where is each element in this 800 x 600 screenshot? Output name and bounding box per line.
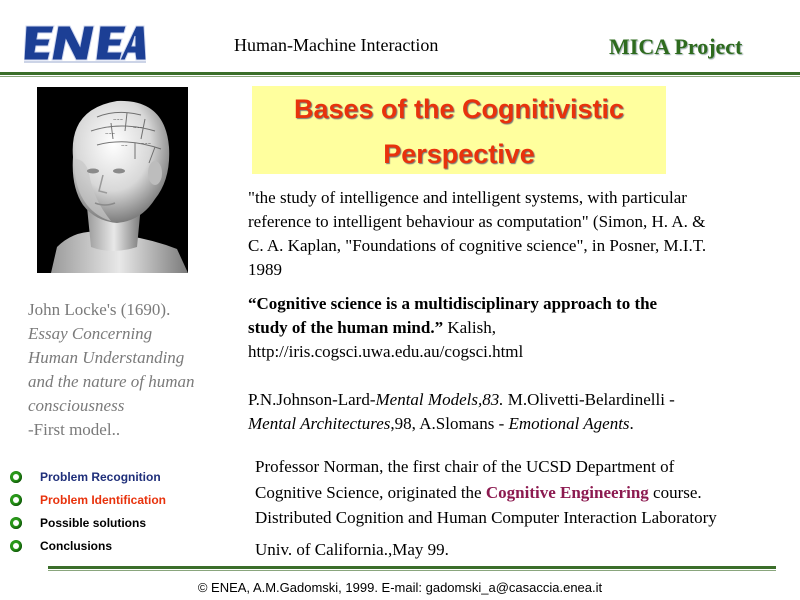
simon-quote <box>248 186 796 282</box>
footer-divider <box>48 566 776 569</box>
references <box>248 388 788 436</box>
enea-logo <box>24 22 146 64</box>
section-nav <box>10 465 166 557</box>
quote-line: C. A. Kaplan, "Foundations of cognitive science", in Posner, M.I.T. <box>248 236 707 255</box>
cognitive-science-definition <box>248 292 768 364</box>
paragraph-line: Professor Norman, the first chair of the UCSD Department of <box>255 457 675 476</box>
definition-author: Kalish, <box>443 318 496 337</box>
footer-divider-thin <box>48 570 776 571</box>
svg-text:~~~: ~~~ <box>133 125 144 130</box>
quote-line: reference to intelligent behaviour as computation" (Simon, H. A. & <box>248 212 706 231</box>
caption-line: John Locke's (1690). <box>28 300 171 319</box>
definition-line: “Cognitive science is a multidisciplinary approach to the <box>248 294 658 313</box>
norman-paragraph <box>255 454 800 562</box>
svg-text:~~~: ~~~ <box>113 117 124 122</box>
bullet-icon <box>10 517 22 529</box>
image-caption <box>28 298 238 442</box>
paragraph-line: Cognitive Science, originated the <box>255 482 486 502</box>
nav-item-problem-recognition[interactable] <box>10 465 166 488</box>
quote-line: "the study of intelligence and intelligent systems, with particular <box>248 188 687 207</box>
svg-text:~~~: ~~~ <box>141 141 152 146</box>
quote-line: 1989 <box>248 260 282 279</box>
cognitive-engineering-highlight: Cognitive Engineering <box>485 482 649 502</box>
ref-title: Mental Architectures <box>248 414 391 433</box>
definition-line: study of the human mind.” <box>248 318 444 337</box>
footer-copyright: © ENEA, A.M.Gadomski, 1999. E-mail: gadomski_a@casaccia.enea.it <box>197 580 603 595</box>
caption-line: consciousness <box>28 396 125 415</box>
header-divider-thin <box>0 76 800 77</box>
nav-item-label: Problem Recognition <box>40 469 161 484</box>
svg-text:~~: ~~ <box>121 143 128 148</box>
caption-line: Essay Concerning <box>28 324 153 343</box>
phrenology-head-image <box>37 87 188 273</box>
paragraph-line: Univ. of California.,May 99. <box>255 539 449 559</box>
paragraph-line: course. <box>648 482 702 502</box>
nav-item-label: Possible solutions <box>40 515 147 530</box>
nav-item-problem-identification[interactable] <box>10 488 166 511</box>
ref-title: Emotional Agents <box>508 414 630 433</box>
nav-item-possible-solutions[interactable] <box>10 511 166 534</box>
caption-line: and the nature of human <box>28 372 195 391</box>
slide-title-line: Bases of the Cognitivistic <box>293 94 625 124</box>
nav-item-conclusions[interactable] <box>10 534 166 557</box>
paragraph-line: Distributed Cognition and Human Computer Interaction Laboratory <box>255 508 717 527</box>
caption-line: Human Understanding <box>28 348 185 367</box>
caption-line: -First model.. <box>28 420 121 439</box>
ref-title: Mental Models,83. <box>375 390 504 409</box>
ref-author: M.Olivetti-Belardinelli - <box>503 390 675 409</box>
project-title: MICA Project <box>609 34 743 59</box>
bullet-icon <box>10 494 22 506</box>
bullet-icon <box>10 471 22 483</box>
nav-item-label: Problem Identification <box>40 492 167 507</box>
ref-author: P.N.Johnson-Lard- <box>248 390 376 409</box>
bullet-icon <box>10 540 22 552</box>
nav-item-label: Conclusions <box>40 538 113 553</box>
ref-author: ,98, A.Slomans - <box>390 414 509 433</box>
header-divider <box>0 72 800 75</box>
ref-end: . <box>629 414 634 433</box>
definition-url: http://iris.cogsci.uwa.edu.au/cogsci.html <box>248 342 524 361</box>
slide-title-box <box>252 86 666 174</box>
slide-title-line: Perspective <box>383 139 535 169</box>
svg-text:~~~: ~~~ <box>105 131 116 136</box>
header-title: Human-Machine Interaction <box>234 35 439 55</box>
